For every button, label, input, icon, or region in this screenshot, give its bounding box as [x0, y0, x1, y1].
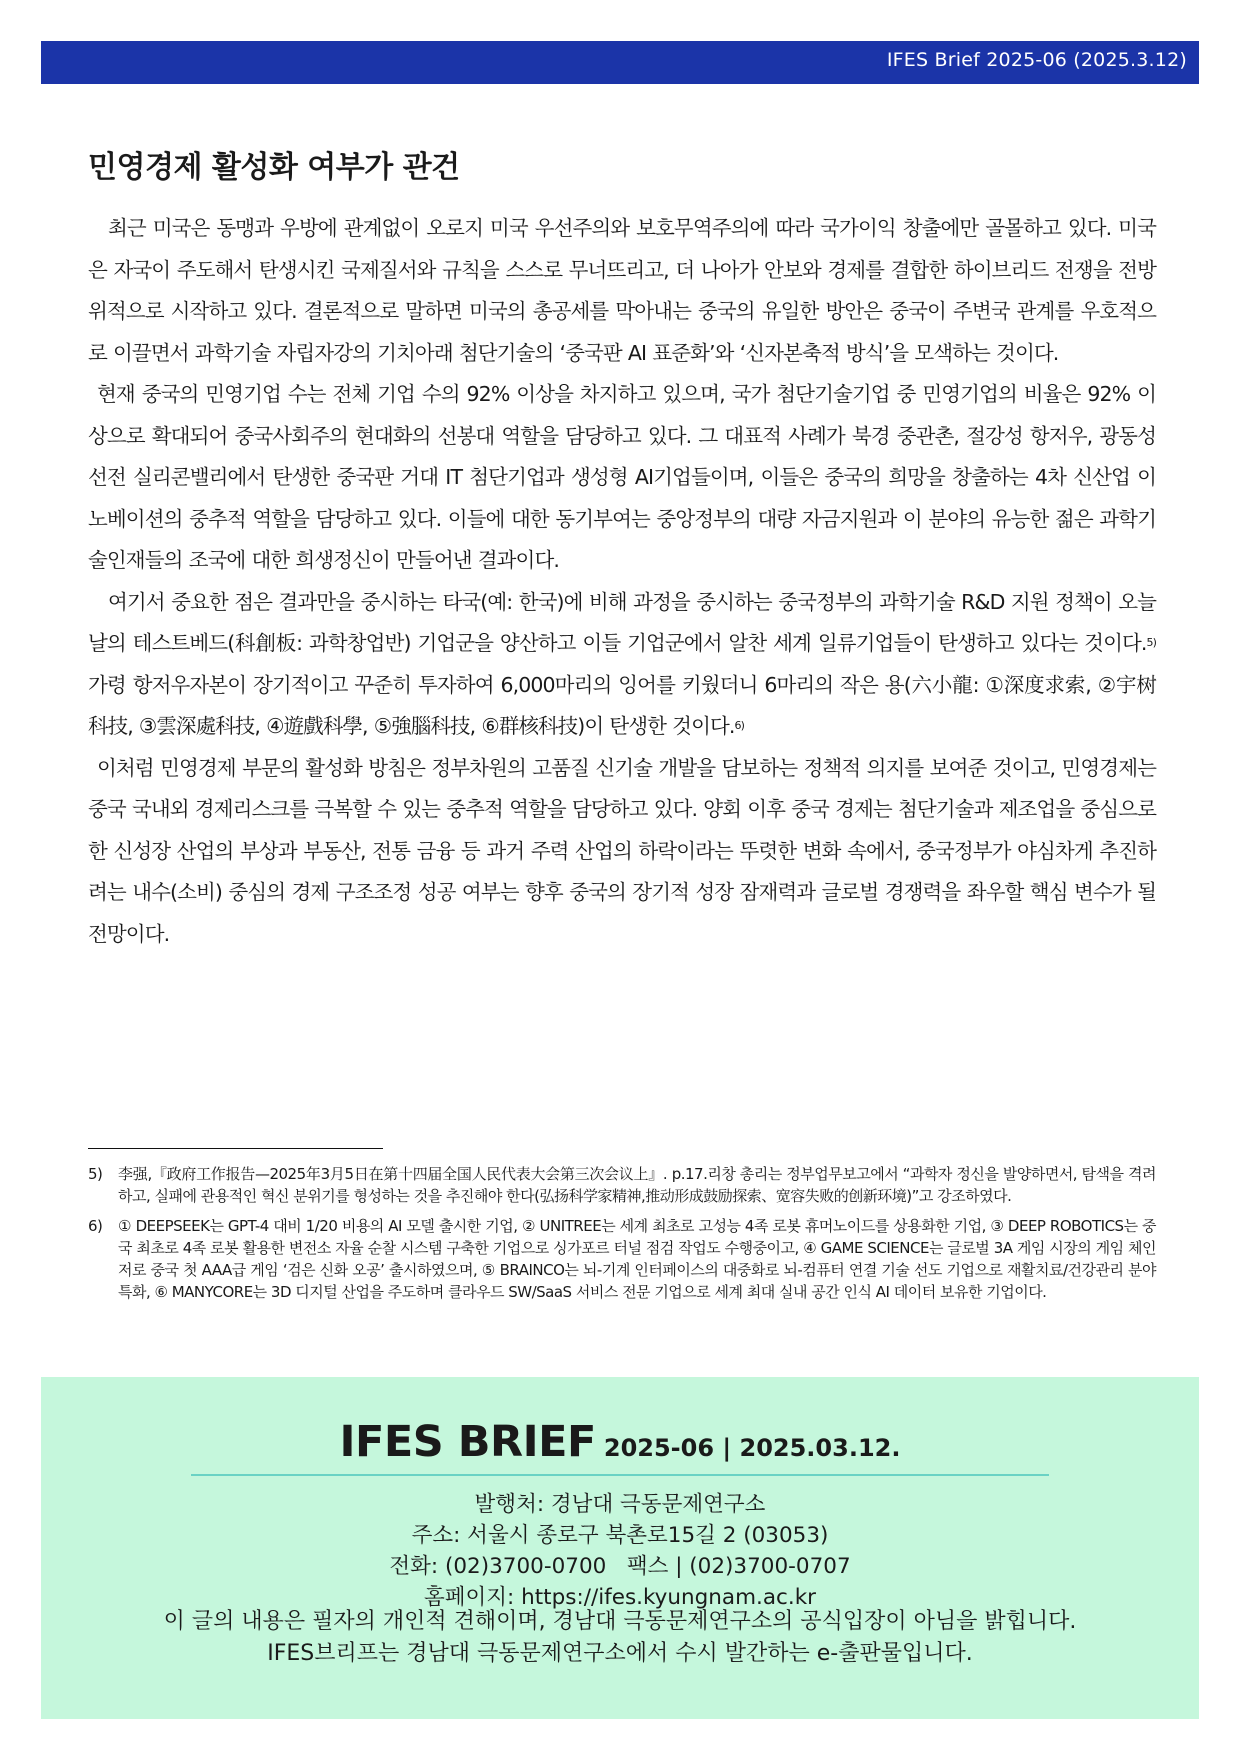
footer-info — [41, 1489, 1199, 1613]
footnote-divider — [88, 1148, 383, 1149]
footnote-ref-5[interactable]: 5) — [1146, 636, 1156, 649]
paragraph-1: 최근 미국은 동맹과 우방에 관계없이 오로지 미국 우선주의와 보호무역주의에 따라 국가이익 창출에만 골몰하고 있다. 미국은 자국이 주도해서 탄생시킨 국제질서와 규칙을 스스로 무너뜨리고, 더 나아가 안보와 경제를 결합한 하이브리드 전쟁을 전방위적으로 시작하고 있다. 결론적으로 말하면 미국의 총공세를 막아내는 중국의 유일한 방안은 중국이 주변국 관계를 우호적으로 이끌면서 과학기술 자립자강의 기치아래 첨단기술의 ‘중국판 AI 표준화’와 ‘신자본축적 방식’을 모색하는 것이다. — [88, 216, 1156, 365]
footer-box — [41, 1377, 1199, 1719]
footnote-text: ① DEEPSEEK는 GPT-4 대비 1/20 비용의 AI 모델 출시한 기업, ② UNITREE는 세계 최초로 고성능 4족 로봇 휴머노이드를 상용화한 기업, ③ DEEP ROBOTICS는 중국 최초로 4족 로봇 활용한 변전소 자율 순찰 시스템 구축한 기업으로 싱가포르 터널 점검 작업도 수행중이고, ④ GAME SCIENCE는 글로벌 3A 게임 시장의 게임 체인저로 중국 첫 AAA급 게임 ‘검은 신화 오공’ 출시하였으며, ⑤ BRAINCO는 뇌-기계 인터페이스의 대중화로 뇌-컴퓨터 연결 기술 선도 기업으로 재활치료/건강관리 분야 특화, ⑥ MANYCORE는 3D 디지털 산업을 주도하며 클라우드 SW/SaaS 서비스 전문 기업으로 세계 최대 실내 공간 인식 AI 데이터 보유한 기업이다. — [118, 1217, 1156, 1301]
footnotes — [88, 1163, 1156, 1311]
footer-homepage[interactable]: 홈페이지: https://ifes.kyungnam.ac.kr — [423, 1585, 817, 1610]
article-body — [88, 208, 1156, 955]
paragraph-2: 현재 중국의 민영기업 수는 전체 기업 수의 92% 이상을 차지하고 있으며, 국가 첨단기술기업 중 민영기업의 비율은 92% 이상으로 확대되어 중국사회주의 현대화의 선봉대 역할을 담당하고 있다. 그 대표적 사례가 북경 중관촌, 절강성 항저우, 광동성 선전 실리콘밸리에서 탄생한 중국판 거대 IT 첨단기업과 생성형 AI기업들이며, 이들은 중국의 희망을 창출하는 4차 신산업 이노베이션의 중추적 역할을 담당하고 있다. 이들에 대한 동기부여는 중앙정부의 대량 자금지원과 이 분야의 유능한 젊은 과학기술인재들의 조국에 대한 희생정신이 만들어낸 결과이다. — [88, 382, 1156, 572]
footer-address: 주소: 서울시 종로구 북촌로15길 2 (03053) — [411, 1523, 829, 1548]
footer-contact — [41, 1551, 1199, 1582]
header-bar — [41, 41, 1199, 84]
footnote-6 — [88, 1215, 1156, 1303]
paragraph-3-part-a: 여기서 중요한 점은 결과만을 중시하는 타국(예: 한국)에 비해 과정을 중시하는 중국정부의 과학기술 R&D 지원 정책이 오늘날의 테스트베드(科創板: 과학창업반) 기업군을 양산하고 이들 기업군에서 알찬 세계 일류기업들이 탄생하고 있다는 것이다. — [88, 589, 1156, 655]
footer-brand: IFES BRIEF — [339, 1417, 596, 1467]
footer-fax: 팩스 | (02)3700-0707 — [626, 1554, 851, 1579]
paragraph-3-part-b: 가령 항저우자본이 장기적이고 꾸준히 투자하여 6,000마리의 잉어를 키웠더니 6마리의 작은 용(六小龍: ①深度求索, ②宇树科技, ③雲深處科技, ④遊戲科學, ⑤強腦科技, ⑥群核科技)이 탄생한 것이다. — [88, 672, 1156, 738]
footer-publisher: 발행처: 경남대 극동문제연구소 — [474, 1492, 766, 1517]
footnote-number: 5) — [88, 1165, 103, 1183]
footer-description: IFES브리프는 경남대 극동문제연구소에서 수시 발간하는 e-출판물입니다. — [267, 1641, 973, 1666]
footer-divider — [191, 1474, 1049, 1476]
header-label: IFES Brief 2025-06 (2025.3.12) — [886, 49, 1187, 71]
footer-heading — [41, 1417, 1199, 1467]
footnote-number: 6) — [88, 1217, 103, 1235]
footer-note — [41, 1606, 1199, 1670]
footer-disclaimer: 이 글의 내용은 필자의 개인적 견해이며, 경남대 극동문제연구소의 공식입장이 아님을 밝힙니다. — [163, 1609, 1077, 1634]
section-title: 민영경제 활성화 여부가 관건 — [88, 150, 460, 185]
footnote-text: 李强,『政府工作报告—2025年3月5日在第十四届全国人民代表大会第三次会议上』. p.17.리창 총리는 정부업무보고에서 “과학자 정신을 발양하면서, 탐색을 격려하고, 실패에 관용적인 혁신 분위기를 형성하는 것을 추진해야 한다(弘扬科学家精神,推动形成鼓励探索、宽容失败的创新环境)”고 강조하였다. — [118, 1165, 1156, 1205]
footer-phone: 전화: (02)3700-0700 — [389, 1554, 607, 1579]
footer-issue: 2025-06 | 2025.03.12. — [603, 1434, 901, 1462]
footnote-5 — [88, 1163, 1156, 1207]
paragraph-3 — [88, 582, 1156, 748]
footnote-ref-6[interactable]: 6) — [734, 719, 745, 732]
paragraph-4: 이처럼 민영경제 부문의 활성화 방침은 정부차원의 고품질 신기술 개발을 담보하는 정책적 의지를 보여준 것이고, 민영경제는 중국 국내외 경제리스크를 극복할 수 있는 중추적 역할을 담당하고 있다. 양회 이후 중국 경제는 첨단기술과 제조업을 중심으로 한 신성장 산업의 부상과 부동산, 전통 금융 등 과거 주력 산업의 하락이라는 뚜렷한 변화 속에서, 중국정부가 야심차게 추진하려는 내수(소비) 중심의 경제 구조조정 성공 여부는 향후 중국의 장기적 성장 잠재력과 글로벌 경쟁력을 좌우할 핵심 변수가 될 전망이다. — [88, 755, 1156, 946]
